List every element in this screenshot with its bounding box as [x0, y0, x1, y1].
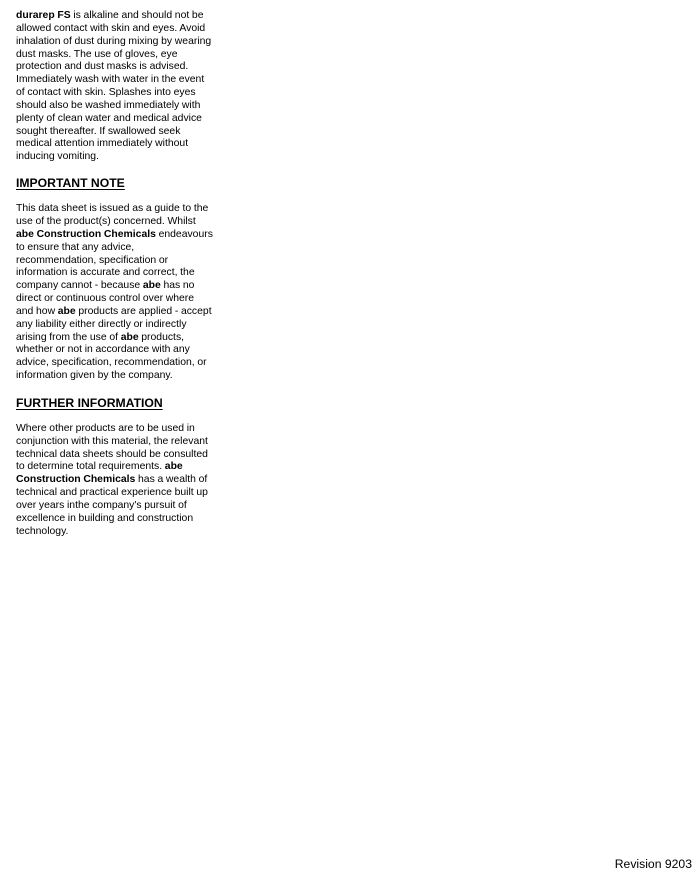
revision-label: Revision 9203: [614, 857, 692, 871]
company-short-name: abe: [120, 331, 139, 343]
company-short-name: abe: [57, 305, 76, 317]
important-note-paragraph: [16, 203, 214, 383]
further-information-paragraph: [16, 423, 214, 539]
product-name: durarep FS: [16, 10, 71, 21]
note-text-2: endeavours to ensure that any advice, recommendation, specification or information is accurate and correct, the company cannot - because: [16, 228, 213, 292]
note-text-4: products are applied - accept any liability either directly or indirectly arising from the use of: [16, 305, 212, 343]
company-short-name: abe: [142, 280, 161, 292]
company-name: abe Construction Chemicals: [16, 461, 183, 486]
note-text-3: has no direct or continuous control over where and how: [16, 280, 195, 317]
safety-paragraph: [16, 10, 214, 164]
note-text-5: products, whether or not in accordance with any advice, specification, recommendation, or information given by the company.: [16, 331, 207, 382]
info-text-2: has a wealth of technical and practical experience built up over years inthe company's pursuit of excellence in building and construction technology.: [16, 474, 208, 537]
company-name: abe Construction Chemicals: [16, 228, 156, 240]
text-column: [16, 10, 214, 539]
info-text-1: Where other products are to be used in conjunction with this material, the relevant technical data sheets should be consulted to determine total requirements.: [16, 422, 208, 473]
important-note-heading: IMPORTANT NOTE: [16, 176, 125, 191]
safety-text: is alkaline and should not be allowed contact with skin and eyes. Avoid inhalation of dust during mixing by wearing dust masks. The use of gloves, eye protection and dust masks is advised. Immediately wash with water in the event of contact with skin. Splashes into eyes should also be washed immediately with plenty of clean water and medical advice sought thereafter. If swallowed seek medical attention immediately without inducing vomiting.: [16, 10, 212, 163]
further-information-heading: FURTHER INFORMATION: [16, 395, 163, 410]
note-text-1: This data sheet is issued as a guide to the use of the product(s) concerned. Whilst: [16, 203, 209, 227]
